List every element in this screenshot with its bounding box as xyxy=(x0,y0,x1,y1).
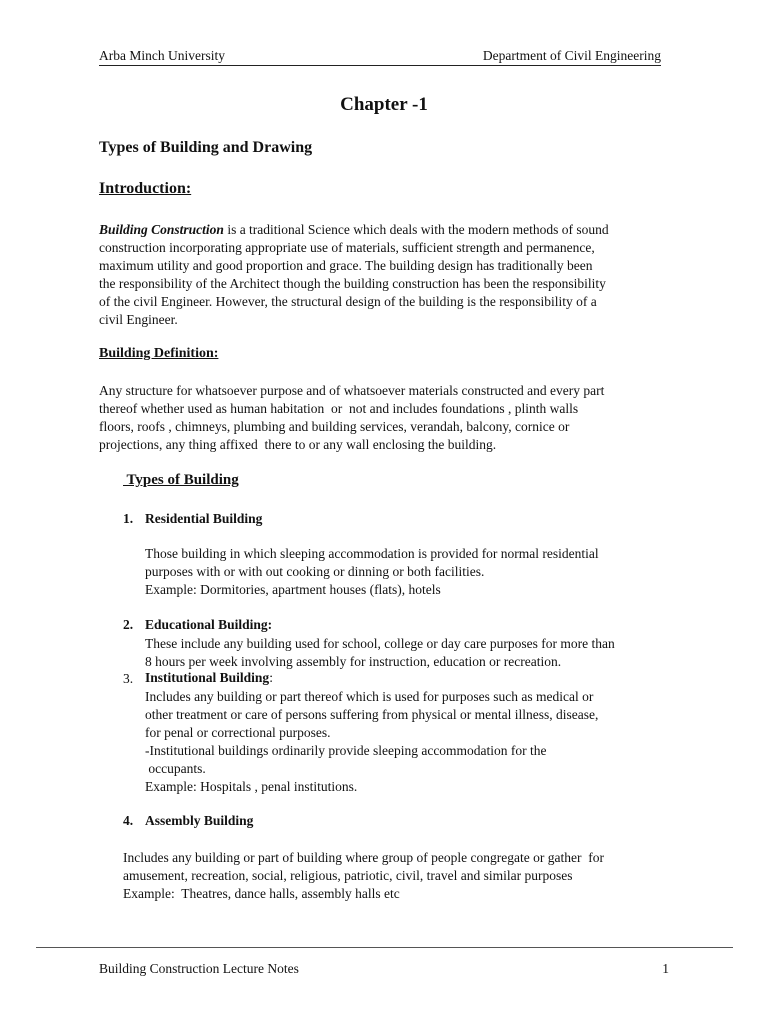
intro-line: Building Construction is a traditional Science which deals with the modern methods of sound xyxy=(99,222,609,237)
definition-paragraph xyxy=(99,382,671,454)
definition-line: Any structure for whatsoever purpose and of whatsoever materials constructed and every part xyxy=(99,383,605,398)
type-title-residential: Residential Building xyxy=(145,511,263,526)
section-title: Types of Building and Drawing xyxy=(99,139,313,156)
footer-divider xyxy=(36,947,733,948)
intro-paragraph xyxy=(99,221,671,329)
type-body-educational: These include any building used for school, college or day care purposes for more than 8 hours per week involving assembly for instruction, education or recreation. xyxy=(145,636,615,669)
header-department: Department of Civil Engineering xyxy=(482,48,661,63)
type-number: 3. xyxy=(123,671,134,686)
footer-title: Building Construction Lecture Notes xyxy=(99,961,299,976)
intro-term: Building Construction xyxy=(99,222,224,237)
type-body-institutional: Includes any building or part thereof which is used for purposes such as medical or other treatment or care of persons suffering from physical or mental illness, disease, for penal or correctional purposes. -Institutional buildings ordinarily provide sleeping accommodation for the occupants. Example: Hospitals , penal institutions. xyxy=(145,689,599,794)
page-number: 1 xyxy=(662,961,669,976)
type-number: 4. xyxy=(123,813,134,828)
intro-heading: Introduction: xyxy=(99,180,192,197)
definition-line: floors, roofs , chimneys, plumbing and building services, verandah, balcony, cornice or xyxy=(99,419,570,434)
type-title-educational: Educational Building: xyxy=(145,617,273,632)
definition-line: thereof whether used as human habitation or not and includes foundations , plinth walls xyxy=(99,401,579,416)
intro-line: civil Engineer. xyxy=(99,312,178,327)
intro-line: the responsibility of the Architect though the building construction has been the responsibility xyxy=(99,276,606,291)
intro-line: construction incorporating appropriate use of materials, sufficient strength and permanence, xyxy=(99,240,595,255)
type-title-institutional: Institutional Building: xyxy=(145,670,273,685)
intro-line: maximum utility and good proportion and grace. The building design has traditionally been xyxy=(99,258,593,273)
chapter-title: Chapter -1 xyxy=(340,94,428,115)
intro-line: of the civil Engineer. However, the structural design of the building is the responsibility of a xyxy=(99,294,597,309)
page-header xyxy=(99,47,661,66)
definition-line: projections, any thing affixed there to or any wall enclosing the building. xyxy=(99,437,497,452)
header-university: Arba Minch University xyxy=(99,48,225,63)
definition-heading: Building Definition: xyxy=(99,346,219,361)
type-body-residential: Those building in which sleeping accommodation is provided for normal residential purposes with or with out cooking or dinning or both facilities. Example: Dormitories, apartment houses (flats), hotels xyxy=(145,546,599,597)
type-number: 2. xyxy=(123,617,134,632)
type-body-assembly: Includes any building or part of building where group of people congregate or gather for amusement, recreation, social, religious, patriotic, civil, travel and similar purposes Example: Theatres, dance halls, assembly halls etc xyxy=(123,850,604,901)
type-title-assembly: Assembly Building xyxy=(145,813,254,828)
types-heading: Types of Building xyxy=(123,472,239,488)
type-number: 1. xyxy=(123,511,134,526)
